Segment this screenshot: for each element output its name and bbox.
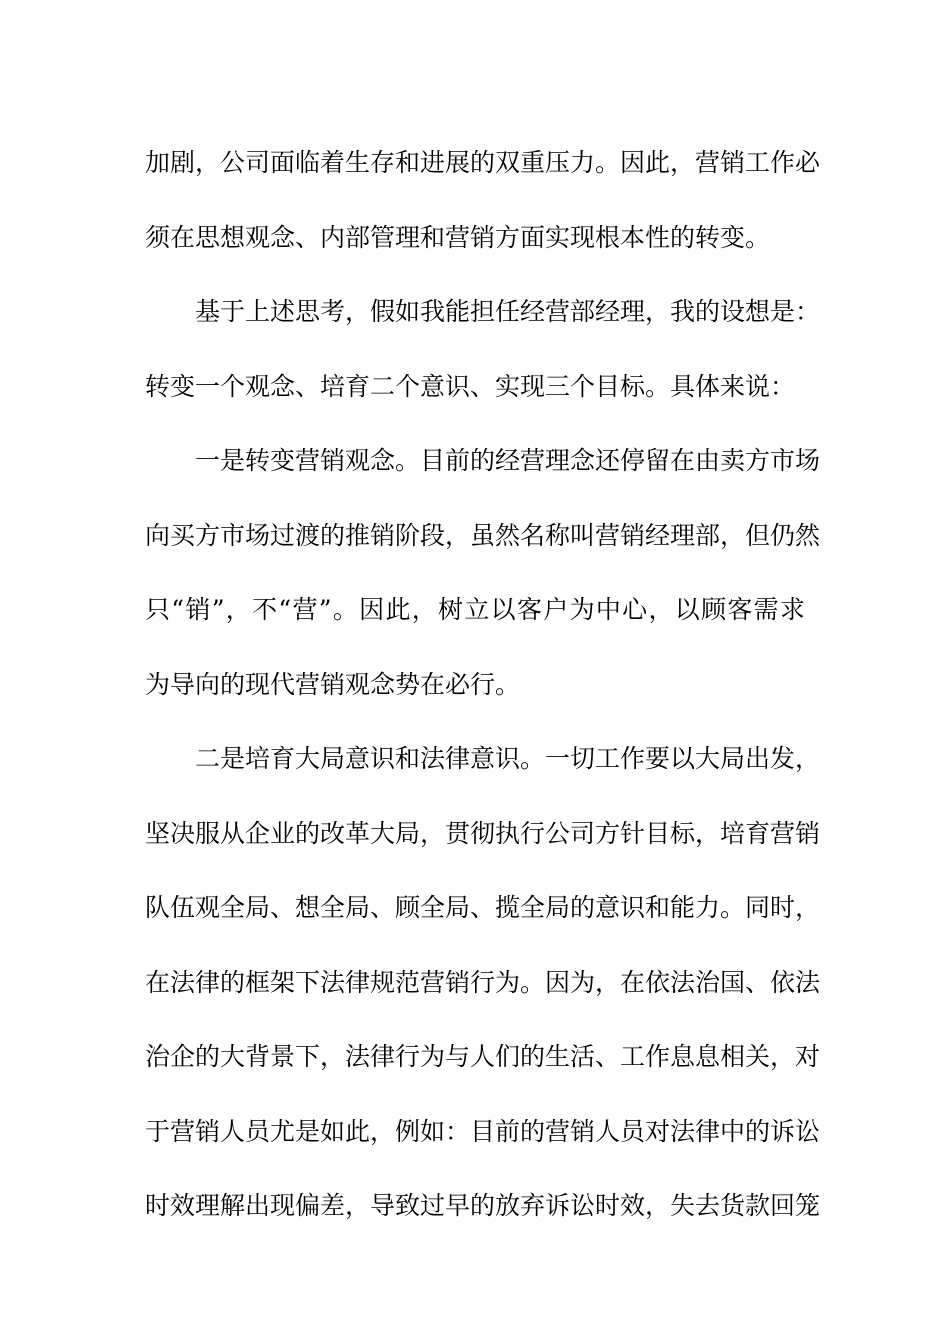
text-line: 于营销人员尤是如此，例如：目前的营销人员对法律中的诉讼 xyxy=(145,1116,821,1146)
text-line: 队伍观全局、想全局、顾全局、揽全局的意识和能力。同时， xyxy=(145,893,821,922)
text-line: 一是转变营销观念。目前的经营理念还停留在由卖方市场 xyxy=(195,446,821,475)
text-line: 时效理解出现偏差，导致过早的放弃诉讼时效，失去货款回笼 xyxy=(145,1191,821,1220)
text-line: 须在思想观念、内部管理和营销方面实现根本性的转变。 xyxy=(145,222,771,252)
text-line: 坚决服从企业的改革大局，贯彻执行公司方针目标，培育营销 xyxy=(145,818,821,848)
text-line: 向买方市场过渡的推销阶段，虽然名称叫营销经理部，但仍然 xyxy=(145,520,821,550)
text-line: 为导向的现代营销观念势在必行。 xyxy=(145,669,521,699)
text-line: 基于上述思考，假如我能担任经营部经理，我的设想是： xyxy=(195,297,821,326)
body-text xyxy=(145,126,821,1244)
text-line: 只“销”，不“营”。因此，树立以客户为中心，以顾客需求 xyxy=(145,595,805,624)
text-line: 治企的大背景下，法律行为与人们的生活、工作息息相关，对 xyxy=(145,1042,821,1071)
text-line: 转变一个观念、培育二个意识、实现三个目标。具体来说： xyxy=(145,371,796,401)
text-line: 在法律的框架下法律规范营销行为。因为，在依法治国、依法 xyxy=(145,967,821,997)
text-line: 加剧，公司面临着生存和进展的双重压力。因此，营销工作必 xyxy=(145,148,821,177)
text-line: 二是培育大局意识和法律意识。一切工作要以大局出发， xyxy=(195,744,821,773)
